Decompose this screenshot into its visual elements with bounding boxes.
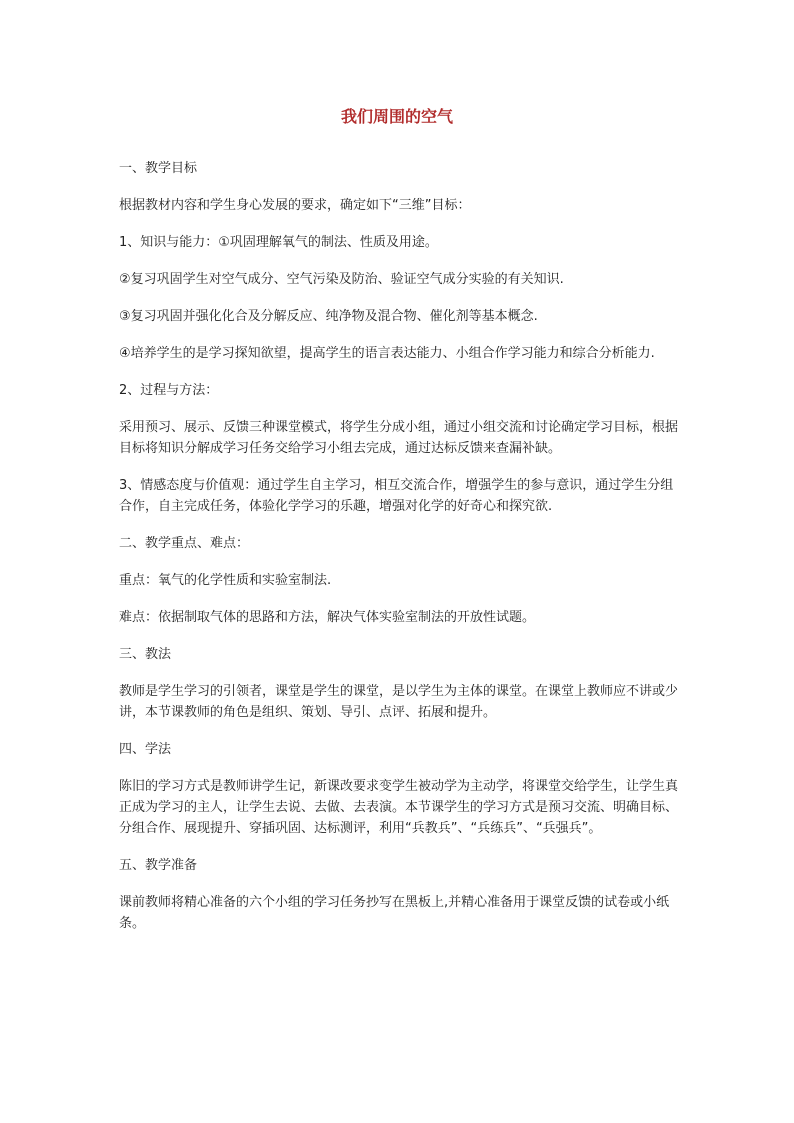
paragraph-difficult-point: 难点：依据制取气体的思路和方法，解决气体实验室制法的开放性试题。: [119, 610, 536, 625]
paragraph-preparation: 课前教师将精心准备的六个小组的学习任务抄写在黑板上,并精心准备用于课堂反馈的试卷或小纸条。: [119, 895, 670, 931]
section-heading-learning-method: 四、学法: [119, 742, 172, 757]
paragraph-cultivate-ability: ④培养学生的是学习探知欲望，提高学生的语言表达能力、小组合作学习能力和综合分析能力.: [119, 346, 655, 361]
paragraph-learning-method: 陈旧的学习方式是教师讲学生记，新课改要求变学生被动学为主动学，将课堂交给学生，让学生真正成为学习的主人，让学生去说、去做、去表演。本节课学生的学习方式是预习交流、明确目标、分组合作、展现提升、穿插巩固、达标测评，利用“兵教兵”、“兵练兵”、“兵强兵”。: [119, 779, 679, 836]
document-body: [119, 158, 679, 950]
section-heading-teaching-method: 三、教法: [119, 647, 172, 662]
document-title: 我们周围的空气: [340, 107, 453, 126]
paragraph-goals-intro: 根据教材内容和学生身心发展的要求，确定如下“三维”目标：: [119, 198, 471, 213]
paragraph-process-method: 采用预习、展示、反馈三种课堂模式，将学生分成小组，通过小组交流和讨论确定学习目标，根据目标将知识分解成学习任务交给学习小组去完成，通过达标反馈来查漏补缺。: [119, 420, 679, 456]
paragraph-key-point: 重点：氧气的化学性质和实验室制法.: [119, 573, 332, 588]
section-heading-teaching-goals: 一、教学目标: [119, 161, 198, 176]
paragraph-teaching-method: 教师是学生学习的引领者，课堂是学生的课堂，是以学生为主体的课堂。在课堂上教师应不讲或少讲，本节课教师的角色是组织、策划、导引、点评、拓展和提升。: [119, 684, 679, 720]
paragraph-process-method-heading: 2、过程与方法：: [119, 383, 219, 398]
paragraph-review-air: ②复习巩固学生对空气成分、空气污染及防治、验证空气成分实验的有关知识.: [119, 272, 564, 287]
section-heading-key-points: 二、教学重点、难点：: [119, 536, 250, 551]
paragraph-emotion-values: 3、情感态度与价值观：通过学生自主学习，相互交流合作，增强学生的参与意识，通过学生分组合作，自主完成任务，体验化学学习的乐趣，增强对化学的好奇心和探究欲.: [119, 478, 674, 514]
paragraph-review-concepts: ③复习巩固并强化化合及分解反应、纯净物及混合物、催化剂等基本概念.: [119, 309, 538, 324]
section-heading-preparation: 五、教学准备: [119, 858, 198, 873]
paragraph-knowledge-ability: 1、知识与能力：①巩固理解氧气的制法、性质及用途。: [119, 235, 438, 250]
